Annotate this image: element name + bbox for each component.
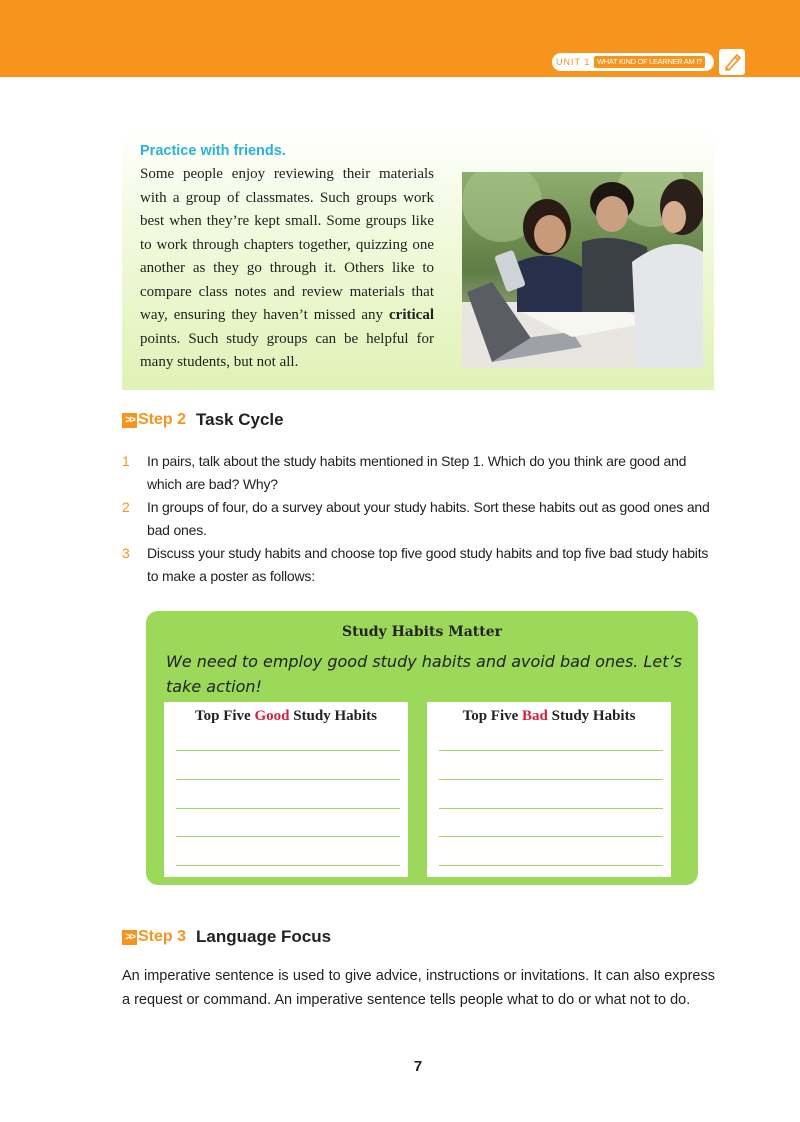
practice-text-after: points. Such study groups can be helpful for many students, but not all. (140, 330, 434, 370)
writing-line[interactable] (439, 808, 663, 809)
step-2-heading (122, 410, 284, 430)
unit-tag (552, 53, 714, 71)
step-2-title: Task Cycle (196, 410, 284, 429)
double-arrow-icon: >> (122, 413, 137, 428)
practice-paragraph (140, 163, 434, 375)
writing-line[interactable] (176, 865, 400, 866)
step-2-number: Step 2 (138, 411, 187, 428)
good-habits-heading (164, 708, 408, 725)
bad-habits-column (427, 702, 671, 877)
bad-habits-heading (427, 708, 671, 725)
step-3-number: Step 3 (138, 928, 187, 945)
heading-highlight: Bad (522, 708, 548, 724)
writing-line[interactable] (439, 779, 663, 780)
step-3-title: Language Focus (196, 927, 332, 946)
poster-lead: We need to employ good study habits and avoid bad ones. Let’s take action! (166, 652, 682, 696)
pen-icon (719, 49, 745, 75)
task-item (122, 542, 716, 588)
unit-title: WHAT KIND OF LEARNER AM I? (594, 56, 705, 68)
language-focus-text: An imperative sentence is used to give advice, instructions or invitations. It can also express a request or command. An imperative sentence tells people what to do or what not to do. (122, 968, 715, 1008)
writing-line[interactable] (439, 750, 663, 751)
task-item (122, 450, 716, 496)
writing-line[interactable] (176, 779, 400, 780)
critical-word: critical (389, 307, 434, 323)
students-studying-photo (462, 172, 703, 368)
writing-line[interactable] (176, 836, 400, 837)
task-text: Discuss your study habits and choose top five good study habits and top five bad study habits to make a poster as follows: (147, 545, 709, 584)
heading-prefix: Top Five (194, 708, 255, 724)
writing-line[interactable] (176, 750, 400, 751)
task-text: In pairs, talk about the study habits mentioned in Step 1. Which do you think are good and which are bad? Why? (147, 453, 687, 492)
writing-line[interactable] (439, 865, 663, 866)
task-text: In groups of four, do a survey about your study habits. Sort these habits out as good ones and bad ones. (147, 499, 710, 538)
poster-title: Study Habits Matter (342, 624, 502, 640)
practice-heading: Practice with friends. (140, 143, 286, 159)
task-number: 3 (122, 545, 130, 561)
practice-text-before: Some people enjoy reviewing their materials with a group of classmates. Such groups work best when they’re kept small. Some groups like to work through chapters together, quizzing one another as they go through it. Others like to compare class notes and review materials that way, ensuring they haven’t missed any (140, 166, 434, 323)
page-header (0, 0, 800, 77)
heading-suffix: Study Habits (289, 708, 378, 724)
task-number: 2 (122, 499, 130, 515)
writing-line[interactable] (439, 836, 663, 837)
task-item (122, 496, 716, 542)
heading-highlight: Good (254, 708, 290, 724)
heading-prefix: Top Five (462, 708, 523, 724)
good-habits-column (164, 702, 408, 877)
double-arrow-icon: >> (122, 930, 137, 945)
heading-suffix: Study Habits (547, 708, 636, 724)
task-number: 1 (122, 453, 130, 469)
study-habits-poster (146, 611, 698, 885)
writing-line[interactable] (176, 808, 400, 809)
unit-label: UNIT 1 (556, 57, 591, 67)
page-number: 7 (413, 1058, 423, 1075)
step-3-heading (122, 927, 331, 947)
